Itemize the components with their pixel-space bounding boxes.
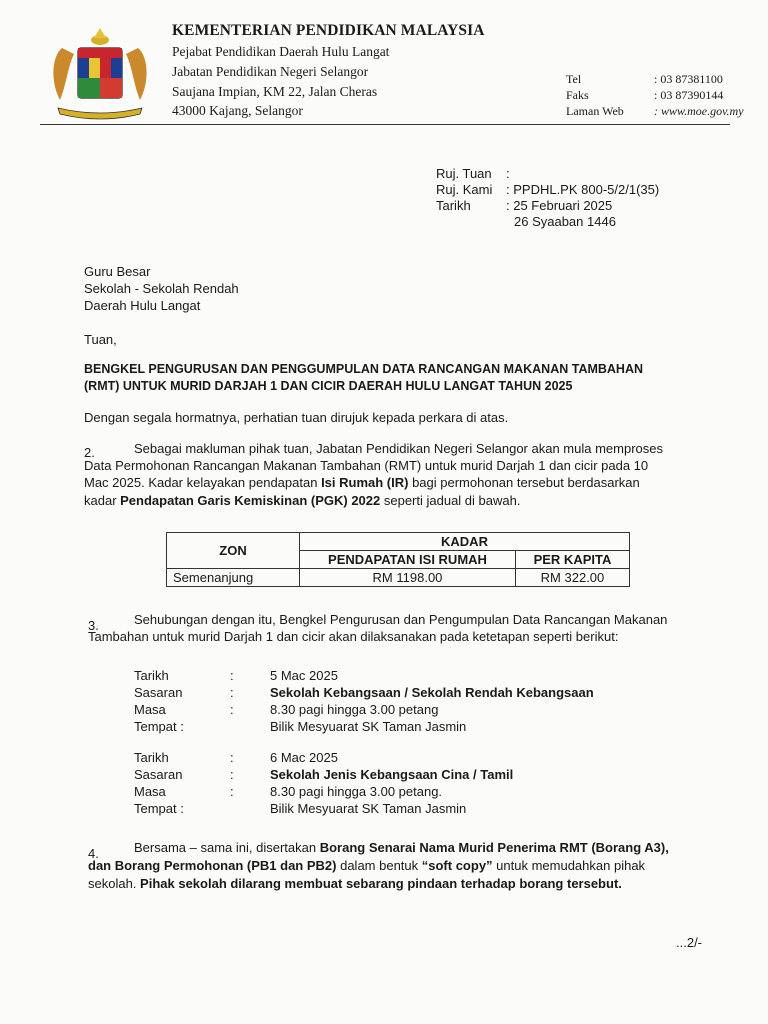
colon: : <box>230 767 234 782</box>
schedule-row <box>134 685 594 702</box>
contact-value: : 03 87390144 <box>654 88 724 102</box>
table-cell: RM 322.00 <box>515 569 629 587</box>
ref-label: Ruj. Tuan <box>436 166 492 181</box>
tarikh-hijri: 26 Syaaban 1446 <box>514 214 616 229</box>
subject-line: BENGKEL PENGURUSAN DAN PENGGUMPULAN DATA RANCANGAN MAKANAN TAMBAHAN <box>84 362 644 376</box>
para4-line <box>134 840 669 856</box>
text-span: Borang Senarai Nama Murid Penerima RMT (Borang A3), <box>319 840 669 855</box>
schedule-label: Sasaran <box>134 767 183 782</box>
address-line: 43000 Kajang, Selangor <box>172 103 303 118</box>
schedule-value: 5 Mac 2025 <box>270 668 338 683</box>
address-line: Pejabat Pendidikan Daerah Hulu Langat <box>172 44 390 59</box>
schedule-row <box>134 801 513 818</box>
schedule-block <box>134 668 594 736</box>
tarikh <box>436 198 612 214</box>
schedule-row <box>134 719 594 736</box>
para4-line <box>88 876 622 892</box>
contact-value: : www.moe.gov.my <box>654 104 744 118</box>
schedule-row <box>134 750 513 767</box>
opening-line: Dengan segala hormatnya, perhatian tuan dirujuk kepada perkara di atas. <box>84 410 509 425</box>
para3-line: Sehubungan dengan itu, Bengkel Pengurusan dan Pengumpulan Data Rancangan Makanan <box>134 612 668 627</box>
colon: : <box>230 685 234 700</box>
contact-label: Tel <box>566 72 582 86</box>
table-header-kadar: KADAR <box>300 533 630 551</box>
schedule-row <box>134 668 594 685</box>
colon: : <box>230 750 234 765</box>
schedule-value: 8.30 pagi hingga 3.00 petang <box>270 702 439 717</box>
contact-label: Faks <box>566 88 589 102</box>
recipient-line: Daerah Hulu Langat <box>84 298 201 313</box>
table-header-zon: ZON <box>167 533 300 569</box>
text-span: dan Borang Permohonan (PB1 dan PB2) <box>88 858 337 873</box>
text-span: Mac 2025. Kadar kelayakan pendapatan <box>84 475 322 490</box>
schedule-label: Tarikh <box>134 750 169 765</box>
schedule-block <box>134 750 513 818</box>
colon: : <box>230 668 234 683</box>
table-cell: RM 1198.00 <box>300 569 516 587</box>
schedule-value: Sekolah Jenis Kebangsaan Cina / Tamil <box>270 767 514 782</box>
table-cell: Semenanjung <box>167 569 300 587</box>
text-span: Bersama – sama ini, disertakan <box>134 840 320 855</box>
ref-value: : 25 Februari 2025 <box>506 198 613 213</box>
text-span: bagi permohonan tersebut berdasarkan <box>408 475 640 490</box>
table-header-pk: PER KAPITA <box>515 551 629 569</box>
ministry-name: KEMENTERIAN PENDIDIKAN MALAYSIA <box>172 22 485 39</box>
text-span: Pihak sekolah dilarang membuat sebarang pindaan terhadap borang tersebut. <box>140 876 622 891</box>
text-span: untuk memudahkan pihak <box>492 858 646 873</box>
para3-line: Tambahan untuk murid Darjah 1 dan cicir akan dilaksanakan pada ketetapan seperti berikut: <box>88 629 619 644</box>
text-span: “soft copy” <box>421 858 493 873</box>
schedule-value: Bilik Mesyuarat SK Taman Jasmin <box>270 719 467 734</box>
schedule-row <box>134 702 594 719</box>
para2-line <box>84 493 520 509</box>
table-header-ir: PENDAPATAN ISI RUMAH <box>300 551 516 569</box>
address-line: Jabatan Pendidikan Negeri Selangor <box>172 64 369 79</box>
ref-label: Tarikh <box>436 198 471 213</box>
ruj-kami <box>436 182 659 198</box>
table-row <box>167 569 630 587</box>
subject-line: (RMT) UNTUK MURID DARJAH 1 DAN CICIR DAERAH HULU LANGAT TAHUN 2025 <box>84 379 573 393</box>
para2-line <box>84 475 640 491</box>
address-line: Saujana Impian, KM 22, Jalan Cheras <box>172 84 378 99</box>
colon: : <box>230 702 234 717</box>
para4-number: 4. <box>88 846 99 861</box>
schedule-label: Masa <box>134 784 166 799</box>
schedule-value: Sekolah Kebangsaan / Sekolah Rendah Kebangsaan <box>270 685 594 700</box>
text-span: kadar <box>84 493 121 508</box>
para2-line: Sebagai makluman pihak tuan, Jabatan Pendidikan Negeri Selangor akan mula memproses <box>134 441 663 456</box>
contact-tel <box>566 72 723 87</box>
schedule-label: Tempat : <box>134 801 184 816</box>
para4-line <box>88 858 645 874</box>
schedule-label: Tarikh <box>134 668 169 683</box>
recipient-line: Guru Besar <box>84 264 151 279</box>
income-table <box>166 532 630 587</box>
text-span: Isi Rumah (IR) <box>321 475 409 490</box>
schedule-row <box>134 784 513 801</box>
contact-value: : 03 87381100 <box>654 72 723 86</box>
recipient-line: Sekolah - Sekolah Rendah <box>84 281 239 296</box>
para2-line: Data Permohonan Rancangan Makanan Tambahan (RMT) untuk murid Darjah 1 dan cicir pada 10 <box>84 458 649 473</box>
text-span: sekolah. <box>88 876 141 891</box>
schedule-value: Bilik Mesyuarat SK Taman Jasmin <box>270 801 467 816</box>
contact-web <box>566 104 744 119</box>
ruj-tuan <box>436 166 510 182</box>
ref-label: Ruj. Kami <box>436 182 493 197</box>
ref-value: : PPDHL.PK 800-5/2/1(35) <box>506 182 660 197</box>
text-span: seperti jadual di bawah. <box>380 493 521 508</box>
salutation: Tuan, <box>84 332 117 347</box>
ref-value: : <box>506 166 510 181</box>
malaysia-coat-of-arms-icon <box>42 26 158 120</box>
contact-fax <box>566 88 723 103</box>
contact-label: Laman Web <box>566 104 624 118</box>
para2-number: 2. <box>84 445 95 460</box>
schedule-label: Tempat : <box>134 719 184 734</box>
schedule-label: Sasaran <box>134 685 183 700</box>
schedule-label: Masa <box>134 702 166 717</box>
para3-number: 3. <box>88 618 99 633</box>
schedule-value: 8.30 pagi hingga 3.00 petang. <box>270 784 443 799</box>
page-continuation-marker: ...2/- <box>676 935 703 950</box>
header-divider <box>40 124 730 125</box>
colon: : <box>230 784 234 799</box>
text-span: dalam bentuk <box>336 858 422 873</box>
schedule-row <box>134 767 513 784</box>
schedule-value: 6 Mac 2025 <box>270 750 338 765</box>
text-span: Pendapatan Garis Kemiskinan (PGK) 2022 <box>120 493 381 508</box>
